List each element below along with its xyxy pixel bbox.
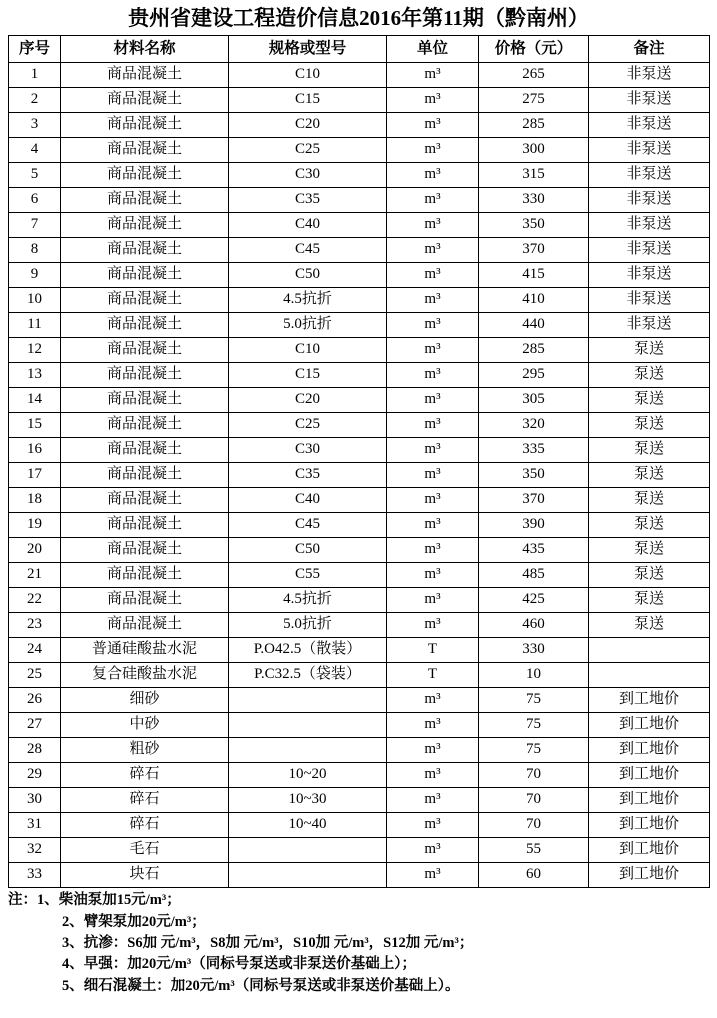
cell-remark: 到工地价	[589, 688, 710, 713]
table-row	[9, 663, 710, 688]
table-row	[9, 688, 710, 713]
cell-remark: 到工地价	[589, 738, 710, 763]
cell-material-name: 块石	[61, 863, 229, 888]
cell-price: 425	[479, 588, 589, 613]
cell-index: 7	[9, 213, 61, 238]
table-row	[9, 563, 710, 588]
cell-remark: 泵送	[589, 588, 710, 613]
cell-spec: C10	[229, 63, 387, 88]
table-row	[9, 238, 710, 263]
cell-spec: C15	[229, 363, 387, 388]
cell-price: 350	[479, 463, 589, 488]
cell-index: 4	[9, 138, 61, 163]
cell-price: 10	[479, 663, 589, 688]
cell-spec: C20	[229, 113, 387, 138]
cell-material-name: 商品混凝土	[61, 463, 229, 488]
cell-spec: 5.0抗折	[229, 313, 387, 338]
cell-spec: C55	[229, 563, 387, 588]
cell-spec: C50	[229, 263, 387, 288]
cell-price: 485	[479, 563, 589, 588]
table-header-row	[9, 36, 710, 63]
cell-unit: m³	[387, 88, 479, 113]
cell-unit: m³	[387, 438, 479, 463]
cell-material-name: 商品混凝土	[61, 388, 229, 413]
cell-material-name: 商品混凝土	[61, 163, 229, 188]
cell-price: 410	[479, 288, 589, 313]
cell-spec: P.C32.5（袋装）	[229, 663, 387, 688]
cell-remark: 泵送	[589, 363, 710, 388]
cell-spec: C40	[229, 488, 387, 513]
cell-price: 70	[479, 763, 589, 788]
cell-index: 28	[9, 738, 61, 763]
note-line: 5、细石混凝土：加20元/m³（同标号泵送或非泵送价基础上）。	[62, 977, 460, 994]
cell-material-name: 普通硅酸盐水泥	[61, 638, 229, 663]
cell-material-name: 商品混凝土	[61, 113, 229, 138]
cell-price: 330	[479, 188, 589, 213]
cell-remark: 泵送	[589, 613, 710, 638]
cell-unit: m³	[387, 288, 479, 313]
cell-remark: 泵送	[589, 513, 710, 538]
cell-remark: 泵送	[589, 338, 710, 363]
table-row	[9, 388, 710, 413]
cell-remark	[589, 638, 710, 663]
table-row	[9, 863, 710, 888]
cell-index: 3	[9, 113, 61, 138]
cell-remark: 泵送	[589, 388, 710, 413]
cell-material-name: 商品混凝土	[61, 438, 229, 463]
column-header-price: 价格（元）	[479, 36, 589, 63]
cell-index: 11	[9, 313, 61, 338]
table-row	[9, 513, 710, 538]
cell-material-name: 商品混凝土	[61, 413, 229, 438]
cell-material-name: 细砂	[61, 688, 229, 713]
cell-unit: m³	[387, 388, 479, 413]
cell-remark: 非泵送	[589, 188, 710, 213]
cell-remark: 非泵送	[589, 263, 710, 288]
cell-index: 10	[9, 288, 61, 313]
cell-index: 19	[9, 513, 61, 538]
cell-spec	[229, 838, 387, 863]
cell-material-name: 商品混凝土	[61, 63, 229, 88]
cell-index: 24	[9, 638, 61, 663]
table-row	[9, 88, 710, 113]
cell-spec	[229, 738, 387, 763]
cell-spec: C30	[229, 163, 387, 188]
cell-spec: C45	[229, 238, 387, 263]
cell-material-name: 复合硅酸盐水泥	[61, 663, 229, 688]
cell-price: 55	[479, 838, 589, 863]
cell-unit: m³	[387, 488, 479, 513]
cell-unit: m³	[387, 113, 479, 138]
cell-index: 6	[9, 188, 61, 213]
cell-unit: T	[387, 663, 479, 688]
cell-material-name: 商品混凝土	[61, 88, 229, 113]
cell-material-name: 商品混凝土	[61, 238, 229, 263]
notes-block	[8, 890, 709, 997]
cell-price: 305	[479, 388, 589, 413]
cell-unit: m³	[387, 563, 479, 588]
cell-remark: 到工地价	[589, 788, 710, 813]
table-row	[9, 813, 710, 838]
cell-remark: 非泵送	[589, 313, 710, 338]
cell-index: 18	[9, 488, 61, 513]
table-row	[9, 588, 710, 613]
cell-price: 300	[479, 138, 589, 163]
cell-price: 370	[479, 488, 589, 513]
cell-material-name: 碎石	[61, 813, 229, 838]
cell-price: 295	[479, 363, 589, 388]
table-row	[9, 263, 710, 288]
note-line: 4、早强：加20元/m³（同标号泵送或非泵送价基础上）；	[62, 956, 416, 973]
cell-spec: P.O42.5（散装）	[229, 638, 387, 663]
cell-remark: 非泵送	[589, 63, 710, 88]
table-row	[9, 138, 710, 163]
cell-price: 75	[479, 713, 589, 738]
table-row	[9, 713, 710, 738]
cell-unit: T	[387, 638, 479, 663]
cell-remark: 到工地价	[589, 838, 710, 863]
cell-index: 12	[9, 338, 61, 363]
cell-unit: m³	[387, 763, 479, 788]
cell-unit: m³	[387, 163, 479, 188]
cell-material-name: 中砂	[61, 713, 229, 738]
cell-index: 14	[9, 388, 61, 413]
cell-unit: m³	[387, 313, 479, 338]
table-row	[9, 438, 710, 463]
cell-remark: 泵送	[589, 488, 710, 513]
cell-remark: 到工地价	[589, 713, 710, 738]
cell-spec	[229, 688, 387, 713]
cell-price: 370	[479, 238, 589, 263]
table-row	[9, 288, 710, 313]
column-header-spec: 规格或型号	[229, 36, 387, 63]
cell-remark: 非泵送	[589, 88, 710, 113]
cell-index: 16	[9, 438, 61, 463]
cell-unit: m³	[387, 513, 479, 538]
cell-price: 75	[479, 688, 589, 713]
cell-price: 415	[479, 263, 589, 288]
note-line: 3、抗渗：S6加 元/m³，S8加 元/m³，S10加 元/m³，S12加 元/m³；	[62, 935, 474, 951]
cell-index: 25	[9, 663, 61, 688]
cell-spec: C30	[229, 438, 387, 463]
cell-index: 26	[9, 688, 61, 713]
cell-remark	[589, 663, 710, 688]
cell-material-name: 商品混凝土	[61, 313, 229, 338]
cell-material-name: 碎石	[61, 763, 229, 788]
cell-index: 30	[9, 788, 61, 813]
cell-remark: 非泵送	[589, 163, 710, 188]
cell-price: 70	[479, 813, 589, 838]
cell-index: 31	[9, 813, 61, 838]
cell-material-name: 毛石	[61, 838, 229, 863]
table-row	[9, 338, 710, 363]
cell-remark: 到工地价	[589, 863, 710, 888]
note-line: 注：1、柴油泵加15元/m³；	[8, 892, 181, 909]
table-row	[9, 463, 710, 488]
cell-material-name: 商品混凝土	[61, 588, 229, 613]
cell-index: 29	[9, 763, 61, 788]
cell-spec: C35	[229, 463, 387, 488]
cell-spec: C40	[229, 213, 387, 238]
table-row	[9, 488, 710, 513]
cell-material-name: 商品混凝土	[61, 538, 229, 563]
note-line: 2、臂架泵加20元/m³；	[62, 913, 206, 930]
cell-unit: m³	[387, 338, 479, 363]
cell-index: 1	[9, 63, 61, 88]
cell-unit: m³	[387, 588, 479, 613]
cell-price: 70	[479, 788, 589, 813]
table-row	[9, 788, 710, 813]
cell-index: 20	[9, 538, 61, 563]
cell-material-name: 商品混凝土	[61, 363, 229, 388]
cell-remark: 泵送	[589, 463, 710, 488]
cell-unit: m³	[387, 538, 479, 563]
cell-remark: 到工地价	[589, 763, 710, 788]
cell-index: 33	[9, 863, 61, 888]
cell-spec: C35	[229, 188, 387, 213]
cell-index: 23	[9, 613, 61, 638]
cell-unit: m³	[387, 213, 479, 238]
cell-unit: m³	[387, 238, 479, 263]
column-header-remark: 备注	[589, 36, 710, 63]
cell-price: 440	[479, 313, 589, 338]
cell-remark: 到工地价	[589, 813, 710, 838]
cell-remark: 非泵送	[589, 213, 710, 238]
table-row	[9, 738, 710, 763]
cell-price: 435	[479, 538, 589, 563]
cell-spec: C50	[229, 538, 387, 563]
column-header-index: 序号	[9, 36, 61, 63]
cell-remark: 泵送	[589, 413, 710, 438]
cell-index: 21	[9, 563, 61, 588]
cell-index: 13	[9, 363, 61, 388]
cell-spec: 10~20	[229, 763, 387, 788]
cell-unit: m³	[387, 463, 479, 488]
cell-spec: C25	[229, 138, 387, 163]
cell-price: 330	[479, 638, 589, 663]
table-row	[9, 638, 710, 663]
cell-spec: C45	[229, 513, 387, 538]
cell-unit: m³	[387, 738, 479, 763]
cell-spec	[229, 713, 387, 738]
cell-price: 460	[479, 613, 589, 638]
cell-spec: C10	[229, 338, 387, 363]
cell-index: 15	[9, 413, 61, 438]
cell-price: 335	[479, 438, 589, 463]
cell-remark: 非泵送	[589, 288, 710, 313]
cell-spec	[229, 863, 387, 888]
cell-index: 2	[9, 88, 61, 113]
table-row	[9, 188, 710, 213]
table-row	[9, 363, 710, 388]
cell-material-name: 商品混凝土	[61, 613, 229, 638]
cell-material-name: 商品混凝土	[61, 288, 229, 313]
cell-index: 22	[9, 588, 61, 613]
cell-remark: 泵送	[589, 438, 710, 463]
cell-index: 8	[9, 238, 61, 263]
cell-unit: m³	[387, 688, 479, 713]
cell-material-name: 商品混凝土	[61, 213, 229, 238]
cell-price: 350	[479, 213, 589, 238]
table-row	[9, 163, 710, 188]
table-row	[9, 538, 710, 563]
cell-material-name: 商品混凝土	[61, 563, 229, 588]
cell-unit: m³	[387, 838, 479, 863]
table-row	[9, 763, 710, 788]
cell-unit: m³	[387, 613, 479, 638]
cell-price: 390	[479, 513, 589, 538]
cell-price: 320	[479, 413, 589, 438]
cell-price: 285	[479, 338, 589, 363]
cell-material-name: 商品混凝土	[61, 188, 229, 213]
cell-price: 285	[479, 113, 589, 138]
table-row	[9, 213, 710, 238]
cell-unit: m³	[387, 788, 479, 813]
cell-remark: 非泵送	[589, 113, 710, 138]
cell-unit: m³	[387, 63, 479, 88]
cell-spec: C20	[229, 388, 387, 413]
cell-unit: m³	[387, 363, 479, 388]
table-row	[9, 113, 710, 138]
cell-spec: 10~40	[229, 813, 387, 838]
cell-spec: C25	[229, 413, 387, 438]
cell-remark: 非泵送	[589, 238, 710, 263]
cell-remark: 非泵送	[589, 138, 710, 163]
cell-price: 275	[479, 88, 589, 113]
cell-index: 17	[9, 463, 61, 488]
cell-spec: 10~30	[229, 788, 387, 813]
table-row	[9, 613, 710, 638]
price-table	[8, 35, 710, 888]
cell-price: 315	[479, 163, 589, 188]
cell-unit: m³	[387, 713, 479, 738]
cell-material-name: 商品混凝土	[61, 263, 229, 288]
table-row	[9, 63, 710, 88]
cell-remark: 泵送	[589, 538, 710, 563]
cell-unit: m³	[387, 413, 479, 438]
cell-spec: 4.5抗折	[229, 588, 387, 613]
cell-material-name: 碎石	[61, 788, 229, 813]
table-row	[9, 838, 710, 863]
page-title: 贵州省建设工程造价信息2016年第11期（黔南州）	[128, 6, 589, 30]
cell-material-name: 商品混凝土	[61, 488, 229, 513]
cell-material-name: 商品混凝土	[61, 513, 229, 538]
cell-material-name: 商品混凝土	[61, 338, 229, 363]
cell-index: 27	[9, 713, 61, 738]
cell-index: 9	[9, 263, 61, 288]
cell-material-name: 商品混凝土	[61, 138, 229, 163]
cell-spec: C15	[229, 88, 387, 113]
cell-spec: 4.5抗折	[229, 288, 387, 313]
cell-unit: m³	[387, 813, 479, 838]
table-body	[9, 63, 710, 888]
cell-unit: m³	[387, 138, 479, 163]
cell-unit: m³	[387, 188, 479, 213]
cell-index: 5	[9, 163, 61, 188]
column-header-unit: 单位	[387, 36, 479, 63]
table-row	[9, 413, 710, 438]
cell-remark: 泵送	[589, 563, 710, 588]
table-row	[9, 313, 710, 338]
cell-index: 32	[9, 838, 61, 863]
cell-unit: m³	[387, 263, 479, 288]
cell-spec: 5.0抗折	[229, 613, 387, 638]
cell-unit: m³	[387, 863, 479, 888]
cell-price: 265	[479, 63, 589, 88]
cell-material-name: 粗砂	[61, 738, 229, 763]
cell-price: 75	[479, 738, 589, 763]
cell-price: 60	[479, 863, 589, 888]
column-header-material-name: 材料名称	[61, 36, 229, 63]
